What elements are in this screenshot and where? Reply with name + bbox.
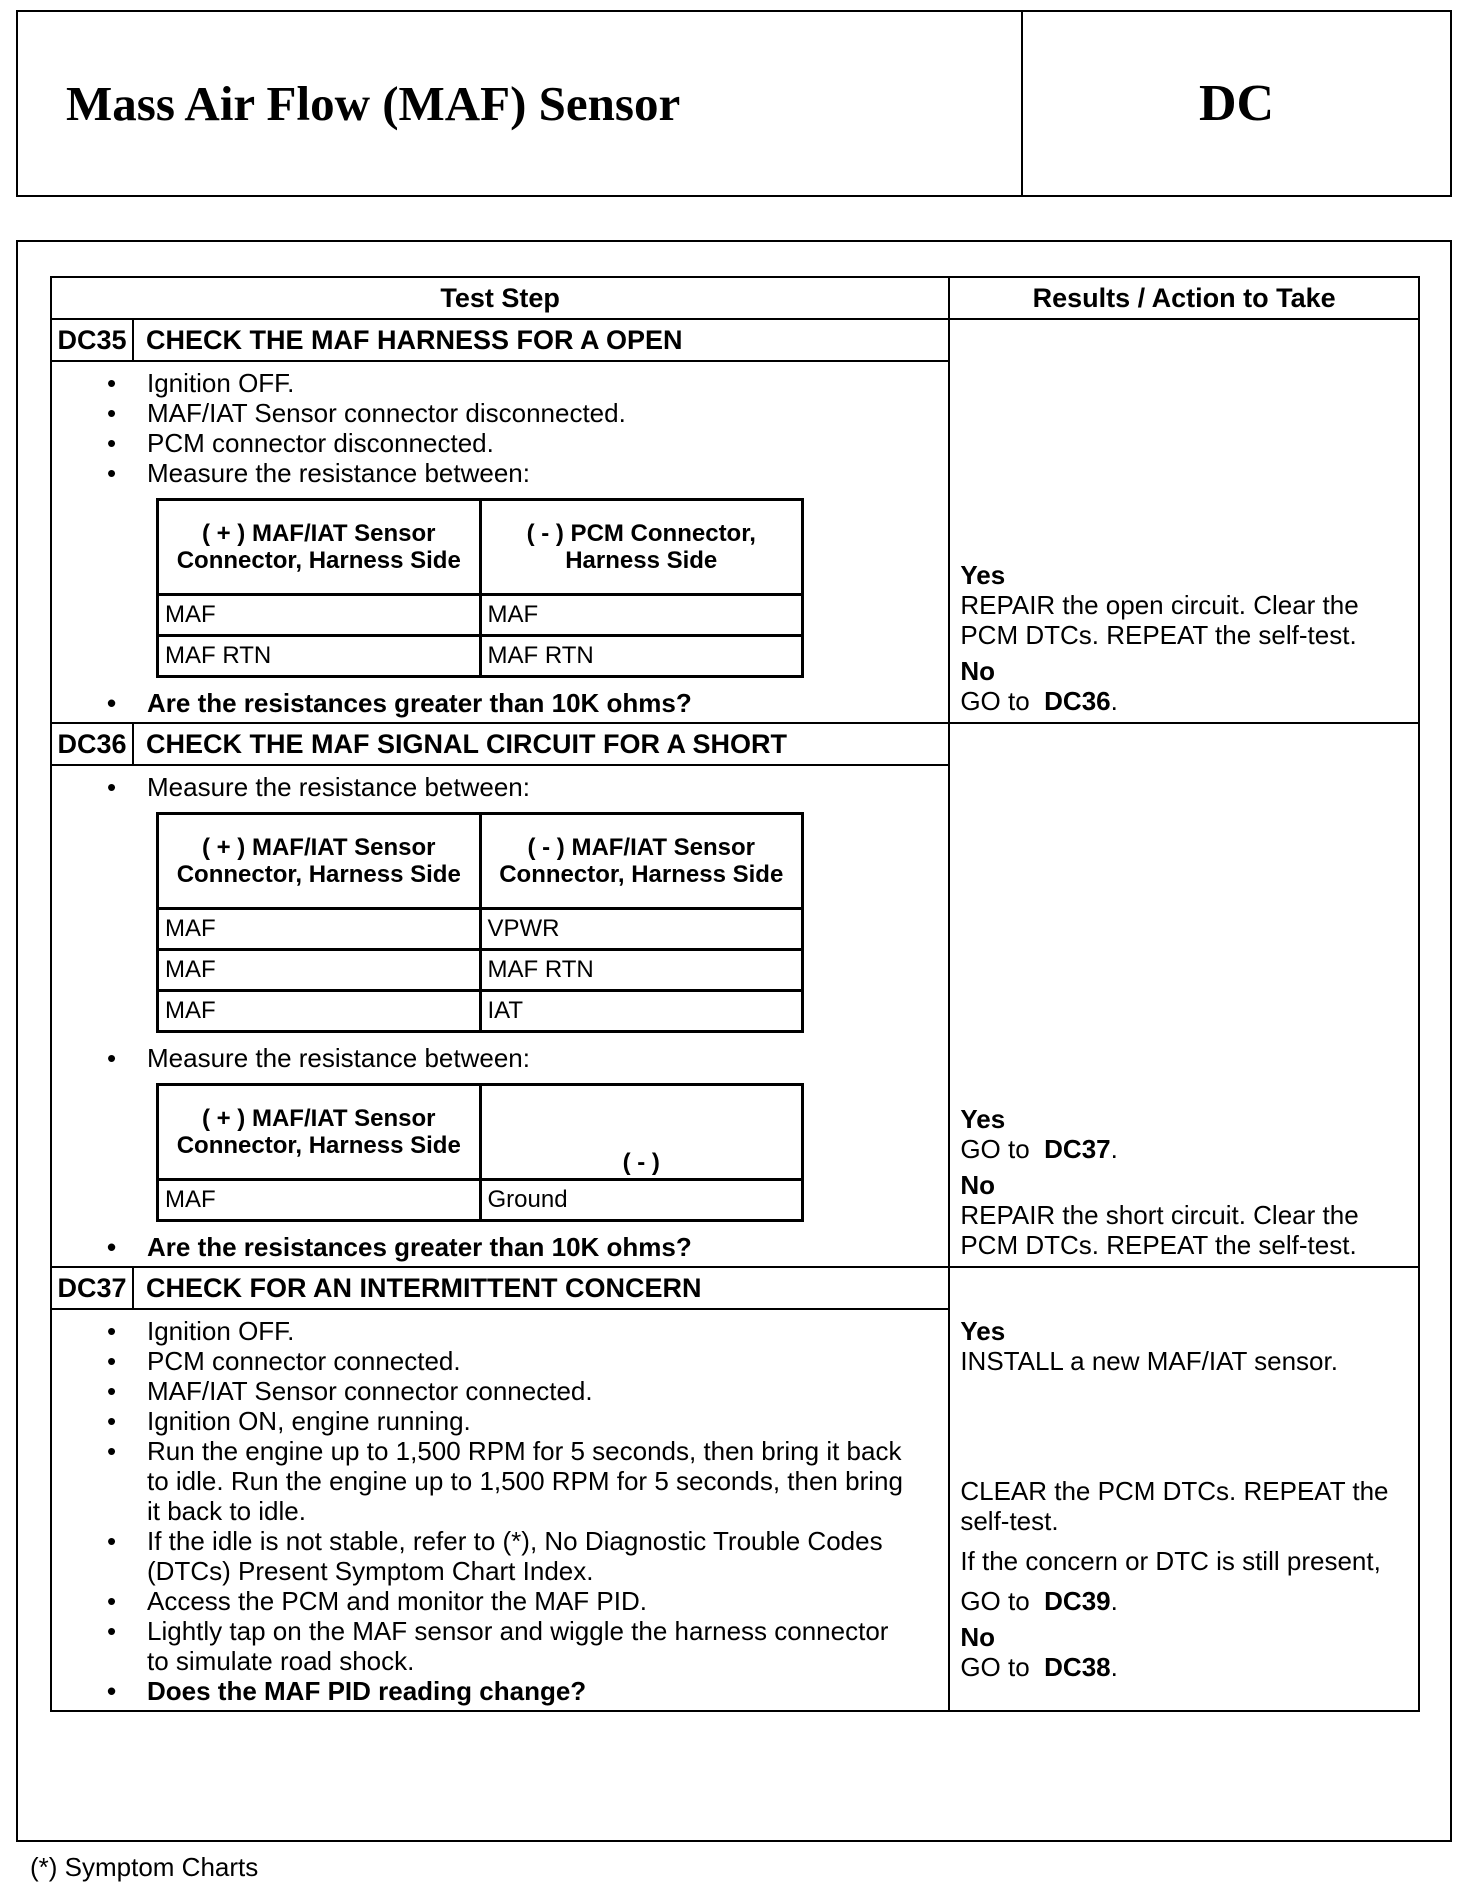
result-cell [949,319,1419,723]
sub-header: ( - ) MAF/IAT Sensor Connector, Harness Side [480,814,803,909]
table-cell: MAF [158,950,481,991]
step-body [52,766,948,1266]
no-label: No [960,1622,995,1652]
step-header [52,724,948,766]
header-test-step: Test Step [51,277,949,319]
step-cell [51,319,949,723]
goto-text: GO to [960,1586,1030,1616]
step-cell [51,723,949,1267]
goto-link[interactable]: DC36 [1044,686,1111,716]
bullet-list [52,688,948,718]
bullet-list [52,1043,948,1073]
table-row [158,595,803,636]
yes-action: REPAIR the open circuit. Clear the PCM DTCs. REPEAT the self-test. [960,590,1359,650]
list-item: • MAF/IAT Sensor connector connected. [147,1376,908,1406]
resistance-table [156,498,804,678]
title-box [16,10,1452,197]
step-body [52,1310,948,1710]
table-row [158,636,803,677]
result-cell [949,723,1419,1267]
sub-header: ( - ) PCM Connector, Harness Side [480,500,803,595]
goto-text: GO to [960,1134,1030,1164]
step-row-dc36 [51,723,1419,1267]
table-cell: IAT [480,991,803,1032]
question: • Are the resistances greater than 10K ohms? [147,1232,908,1262]
list-item: • Measure the resistance between: [147,458,908,488]
footnote: (*) Symptom Charts [30,1852,259,1882]
step-title: CHECK THE MAF SIGNAL CIRCUIT FOR A SHORT [146,728,787,759]
goto-text: GO to [960,686,1030,716]
list-item: • Ignition ON, engine running. [147,1406,908,1436]
goto-link[interactable]: DC39 [1044,1586,1111,1616]
yes-label: Yes [960,1104,1006,1134]
table-cell: MAF [158,595,481,636]
table-cell: VPWR [480,909,803,950]
sub-header: ( + ) MAF/IAT Sensor Connector, Harness Side [158,1085,481,1180]
diagnostic-table [50,276,1420,1712]
no-action [960,686,1408,716]
table-cell: MAF [158,1180,481,1221]
table-row [158,1180,803,1221]
yes-action [960,1134,1408,1164]
punct: . [1110,1134,1118,1164]
no-label: No [960,1170,995,1200]
bullet-list [52,368,948,488]
bullet-list [52,772,948,802]
table-row [158,991,803,1032]
punct: . [1110,686,1118,716]
list-item: • PCM connector disconnected. [147,428,908,458]
step-cell [51,1267,949,1711]
list-item: • Lightly tap on the MAF sensor and wiggle the harness connector to simulate road shock. [147,1616,908,1676]
list-item: • PCM connector connected. [147,1346,908,1376]
clear-action: CLEAR the PCM DTCs. REPEAT the self-test. [960,1476,1389,1536]
no-action: REPAIR the short circuit. Clear the PCM DTCs. REPEAT the self-test. [960,1200,1359,1260]
section-code: DC [1198,75,1275,132]
bullet-list [52,1316,948,1706]
question: • Are the resistances greater than 10K ohms? [147,688,908,718]
result-cell [949,1267,1419,1711]
ground-table [156,1083,804,1222]
list-item: • Run the engine up to 1,500 RPM for 5 seconds, then bring it back to idle. Run the engine up to 1,500 RPM for 5 seconds, then bring it back to idle. [147,1436,908,1526]
no-label: No [960,656,995,686]
sub-header: ( - ) [480,1085,803,1180]
table-cell: MAF RTN [480,636,803,677]
sub-header: ( + ) MAF/IAT Sensor Connector, Harness Side [158,500,481,595]
bullet-list [52,1232,948,1262]
header-results: Results / Action to Take [949,277,1419,319]
step-row-dc35 [51,319,1419,723]
step-code: DC37 [52,1268,134,1308]
still-action [960,1586,1408,1616]
table-cell: MAF [158,909,481,950]
page-title: Mass Air Flow (MAF) Sensor [18,12,1023,195]
no-action [960,1652,1408,1682]
question: • Does the MAF PID reading change? [147,1676,908,1706]
list-item: • Measure the resistance between: [147,1043,908,1073]
list-item: • MAF/IAT Sensor connector disconnected. [147,398,908,428]
list-item: • Access the PCM and monitor the MAF PID. [147,1586,908,1616]
punct: . [1110,1652,1118,1682]
table-cell: MAF RTN [158,636,481,677]
sub-header: ( + ) MAF/IAT Sensor Connector, Harness Side [158,814,481,909]
step-code: DC36 [52,724,134,764]
yes-action: INSTALL a new MAF/IAT sensor. [960,1346,1338,1376]
list-item: • Ignition OFF. [147,368,908,398]
step-title: CHECK FOR AN INTERMITTENT CONCERN [146,1272,702,1303]
table-cell: Ground [480,1180,803,1221]
step-header [52,320,948,362]
list-item: • Ignition OFF. [147,1316,908,1346]
list-item: • If the idle is not stable, refer to (*), No Diagnostic Trouble Codes (DTCs) Present Symptom Chart Index. [147,1526,908,1586]
still-present-text: If the concern or DTC is still present, [960,1546,1381,1576]
step-title: CHECK THE MAF HARNESS FOR A OPEN [146,324,683,355]
table-row [158,950,803,991]
goto-link[interactable]: DC37 [1044,1134,1111,1164]
table-cell: MAF [480,595,803,636]
yes-label: Yes [960,560,1006,590]
step-body [52,362,948,722]
step-code: DC35 [52,320,134,360]
list-item: • Measure the resistance between: [147,772,908,802]
table-cell: MAF [158,991,481,1032]
step-row-dc37 [51,1267,1419,1711]
punct: . [1110,1586,1118,1616]
step-header [52,1268,948,1310]
goto-link[interactable]: DC38 [1044,1652,1111,1682]
table-cell: MAF RTN [480,950,803,991]
goto-text: GO to [960,1652,1030,1682]
table-row [158,909,803,950]
resistance-table [156,812,804,1033]
yes-label: Yes [960,1316,1006,1346]
